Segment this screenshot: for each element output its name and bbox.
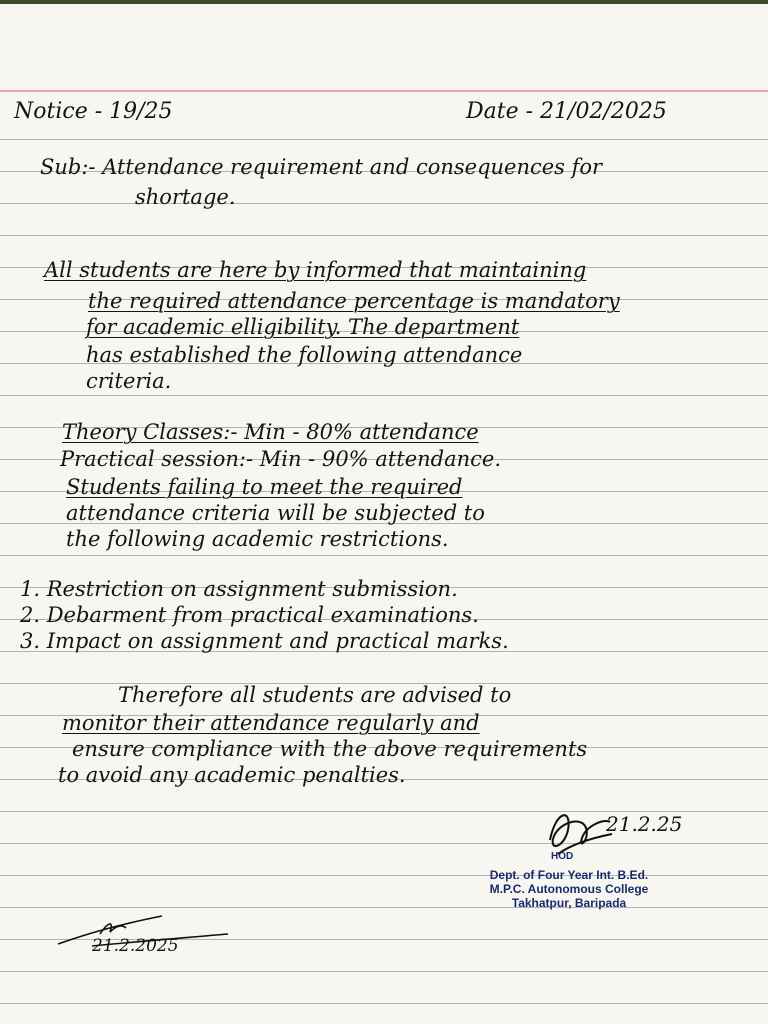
closing-line: ensure compliance with the above requirements: [72, 737, 588, 761]
restriction-item: 3. Impact on assignment and practical marks.: [20, 629, 509, 653]
subject-line-2: shortage.: [135, 185, 236, 209]
stamp-line: Takhatpur, Baripada: [511, 896, 627, 910]
notebook-page: [0, 4, 768, 1024]
intro-line: criteria.: [86, 369, 172, 393]
restriction-item: 2. Debarment from practical examinations.: [20, 603, 479, 627]
stamp-line: M.P.C. Autonomous College: [489, 882, 649, 896]
subject-line-1: Sub:- Attendance requirement and consequences for: [40, 155, 603, 179]
restriction-item: 1. Restriction on assignment submission.: [20, 577, 458, 601]
page-top-margin: [0, 4, 768, 89]
stamp-line: Dept. of Four Year Int. B.Ed.: [489, 868, 649, 882]
closing-line: to avoid any academic penalties.: [58, 763, 406, 787]
intro-line: for academic elligibility. The department: [86, 315, 520, 339]
closing-line: Therefore all students are advised to: [118, 683, 512, 707]
closing-line: monitor their attendance regularly and: [62, 711, 480, 735]
intro-line: All students are here by informed that maintaining: [44, 258, 587, 282]
stamp-hod-label: HOD: [551, 851, 574, 862]
criteria-line: the following academic restrictions.: [66, 527, 449, 551]
criteria-line: attendance criteria will be subjected to: [66, 501, 485, 525]
notice-number: Notice - 19/25: [14, 99, 173, 124]
criteria-line: Theory Classes:- Min - 80% attendance: [62, 420, 479, 444]
intro-line: the required attendance percentage is mandatory: [88, 289, 620, 313]
intro-line: has established the following attendance: [86, 343, 523, 367]
notice-date: Date - 21/02/2025: [466, 99, 667, 124]
header-margin-line: [0, 90, 768, 92]
second-signature-date: 21.2.2025: [92, 936, 179, 956]
hod-signature-date: 21.2.25: [606, 812, 683, 836]
criteria-line: Practical session:- Min - 90% attendance.: [60, 447, 502, 471]
criteria-line: Students failing to meet the required: [66, 475, 463, 499]
